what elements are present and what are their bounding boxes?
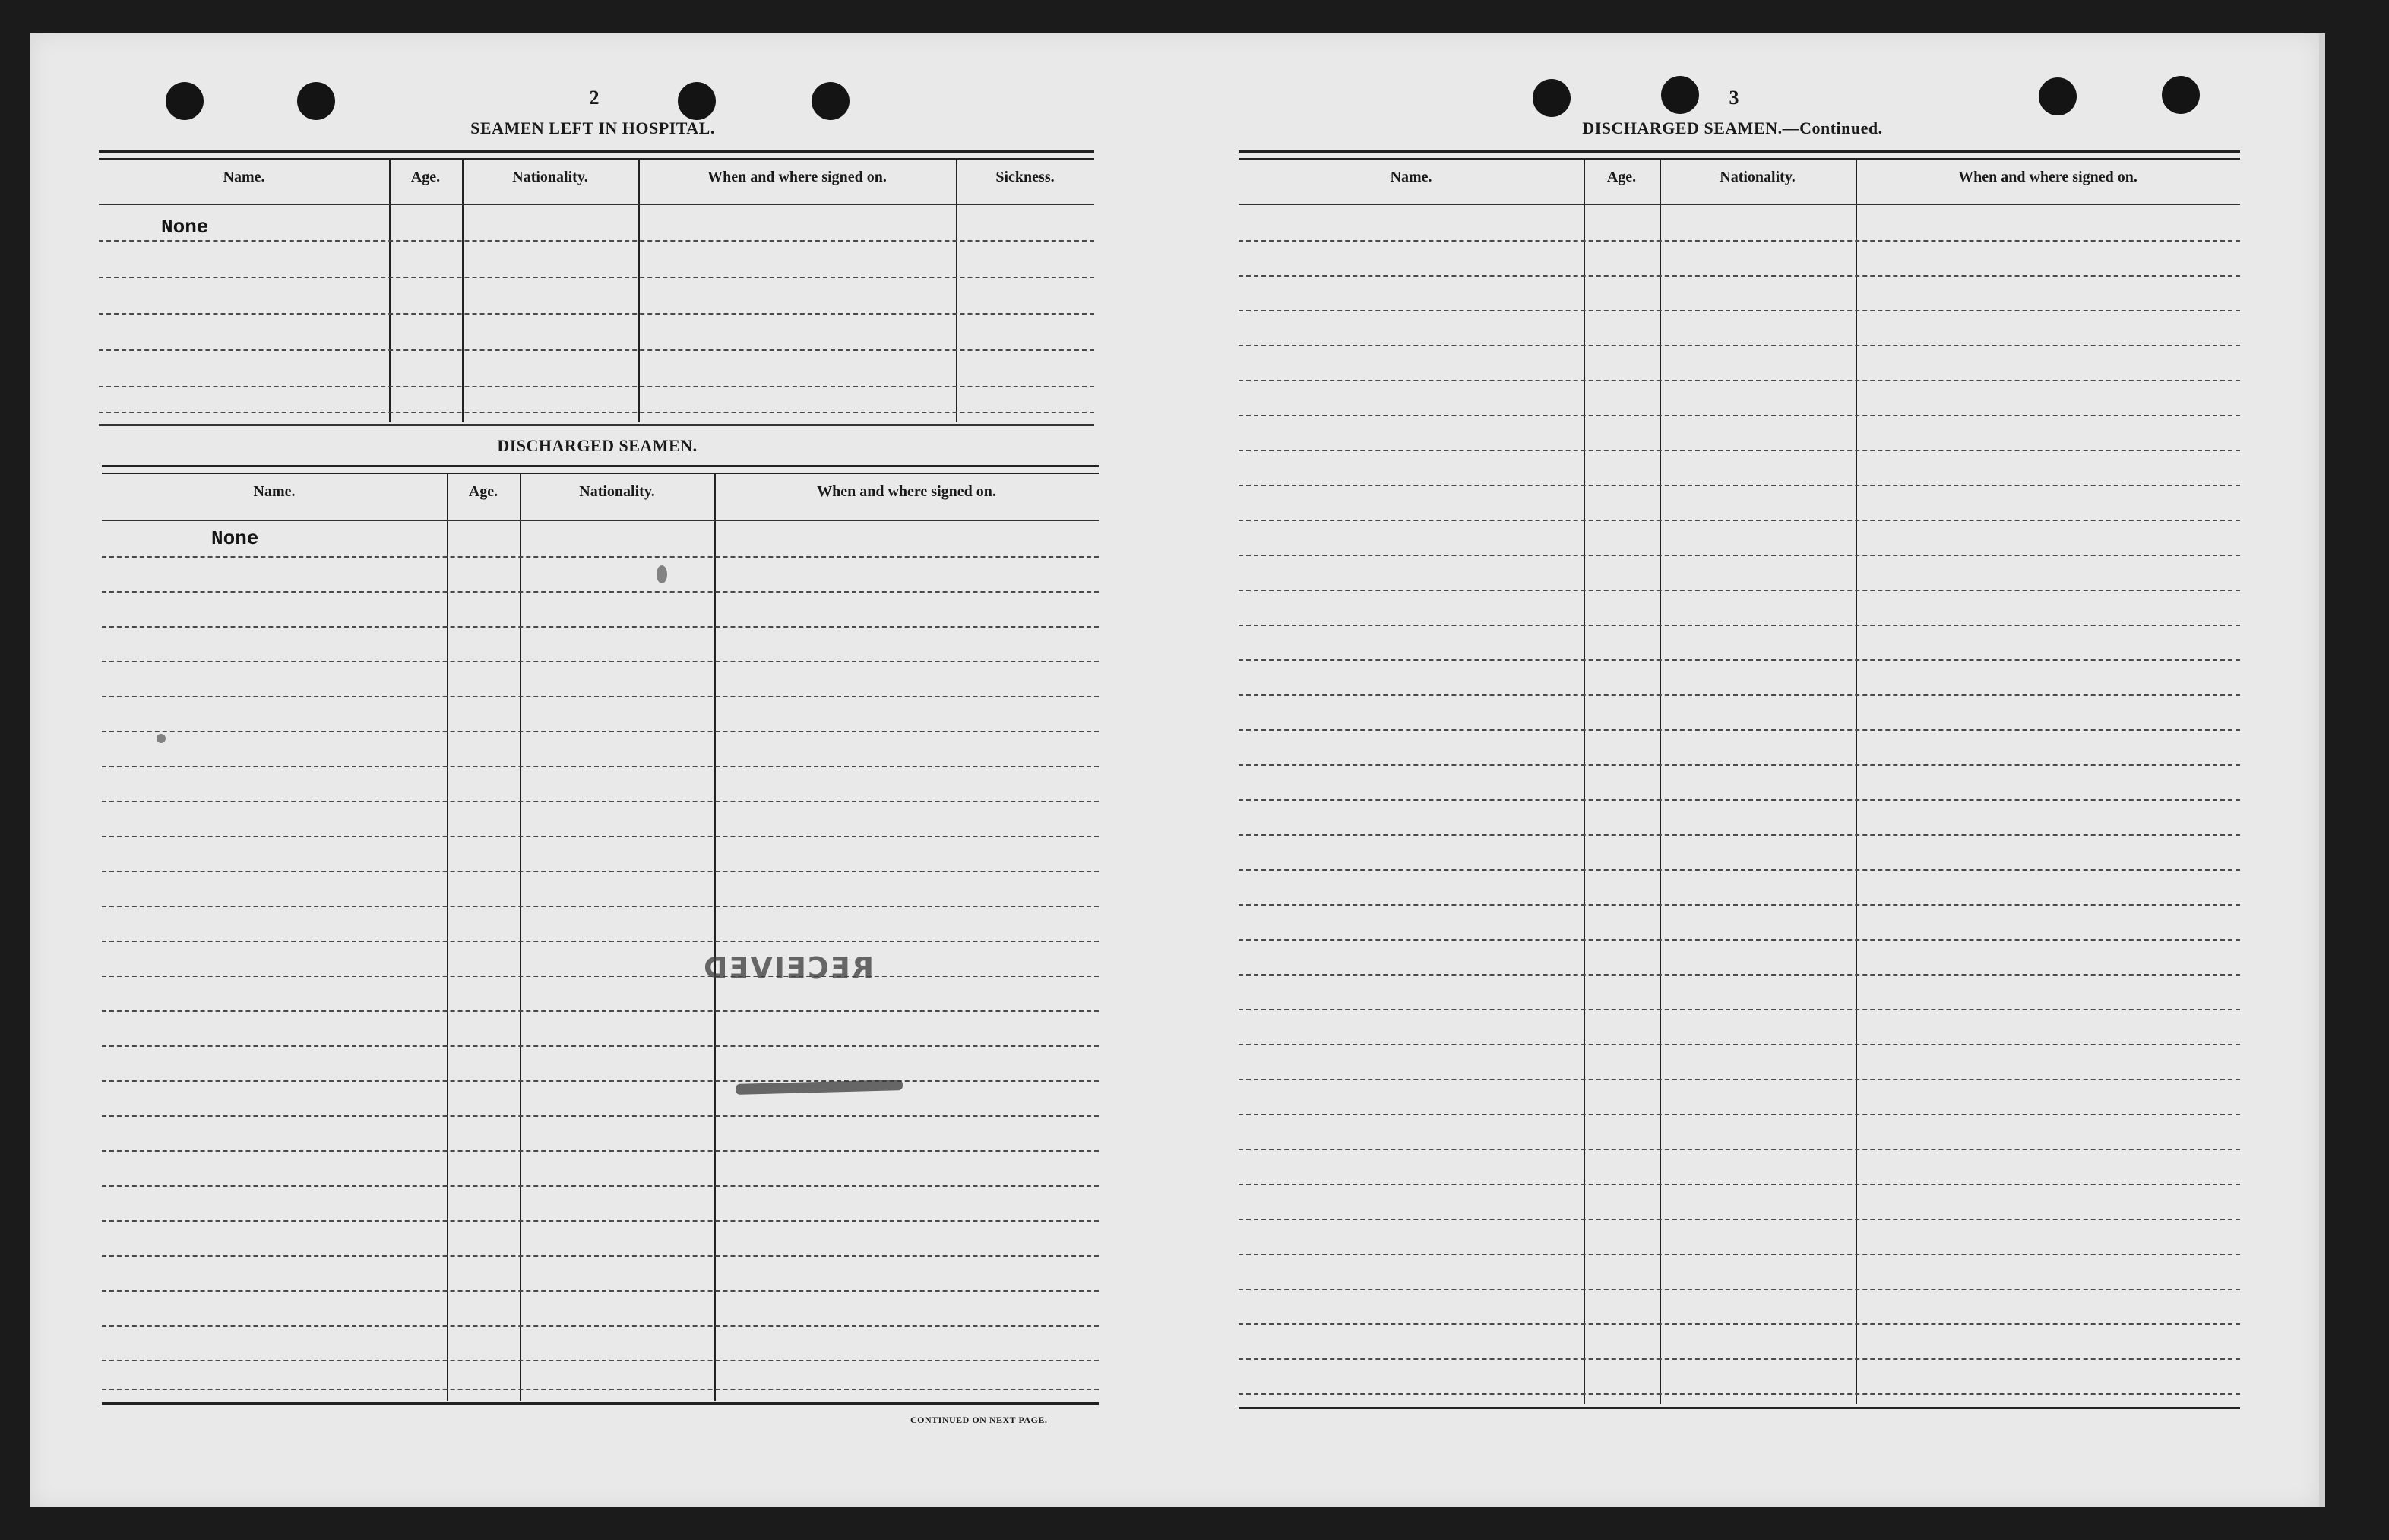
punch-hole-icon xyxy=(166,82,204,120)
ink-smudge xyxy=(657,565,667,583)
hospital-entry-none: None xyxy=(161,216,209,239)
column-header-nationality: Nationality. xyxy=(579,483,655,500)
discharged-table-right xyxy=(1239,150,2240,1412)
punch-hole-icon xyxy=(2162,76,2200,114)
page-number-right: 3 xyxy=(1729,87,1739,109)
punch-hole-icon xyxy=(297,82,335,120)
discharged-table-left xyxy=(102,465,1099,1407)
column-header-age: Age. xyxy=(410,169,441,185)
paper-edge xyxy=(2319,33,2325,1507)
column-header-nationality: Nationality. xyxy=(512,169,588,185)
discharged-entry-none: None xyxy=(211,527,259,550)
received-stamp: RECEIVED xyxy=(702,951,875,985)
punch-hole-icon xyxy=(1661,76,1699,114)
column-header-name: Name. xyxy=(1390,169,1432,185)
column-header-signed-on: When and where signed on. xyxy=(1958,169,2137,185)
discharged-continued-title: DISCHARGED SEAMEN.—Continued. xyxy=(1582,119,1883,138)
column-header-signed-on: When and where signed on. xyxy=(817,483,996,500)
column-header-signed-on: When and where signed on. xyxy=(707,169,887,185)
column-header-nationality: Nationality. xyxy=(1720,169,1796,185)
column-header-sickness: Sickness. xyxy=(995,169,1055,185)
column-header-name: Name. xyxy=(223,169,265,185)
hospital-section-title: SEAMEN LEFT IN HOSPITAL. xyxy=(470,119,715,138)
discharged-section-title: DISCHARGED SEAMEN. xyxy=(497,436,698,455)
continued-note: CONTINUED ON NEXT PAGE. xyxy=(910,1415,1048,1425)
column-header-age: Age. xyxy=(1606,169,1637,185)
hospital-table xyxy=(99,150,1094,428)
punch-hole-icon xyxy=(1533,79,1571,117)
column-header-age: Age. xyxy=(468,483,498,500)
punch-hole-icon xyxy=(812,82,850,120)
punch-hole-icon xyxy=(2039,77,2077,115)
column-header-name: Name. xyxy=(253,483,296,500)
ink-smudge xyxy=(157,734,166,743)
punch-hole-icon xyxy=(678,82,716,120)
page-number-left: 2 xyxy=(589,87,600,109)
